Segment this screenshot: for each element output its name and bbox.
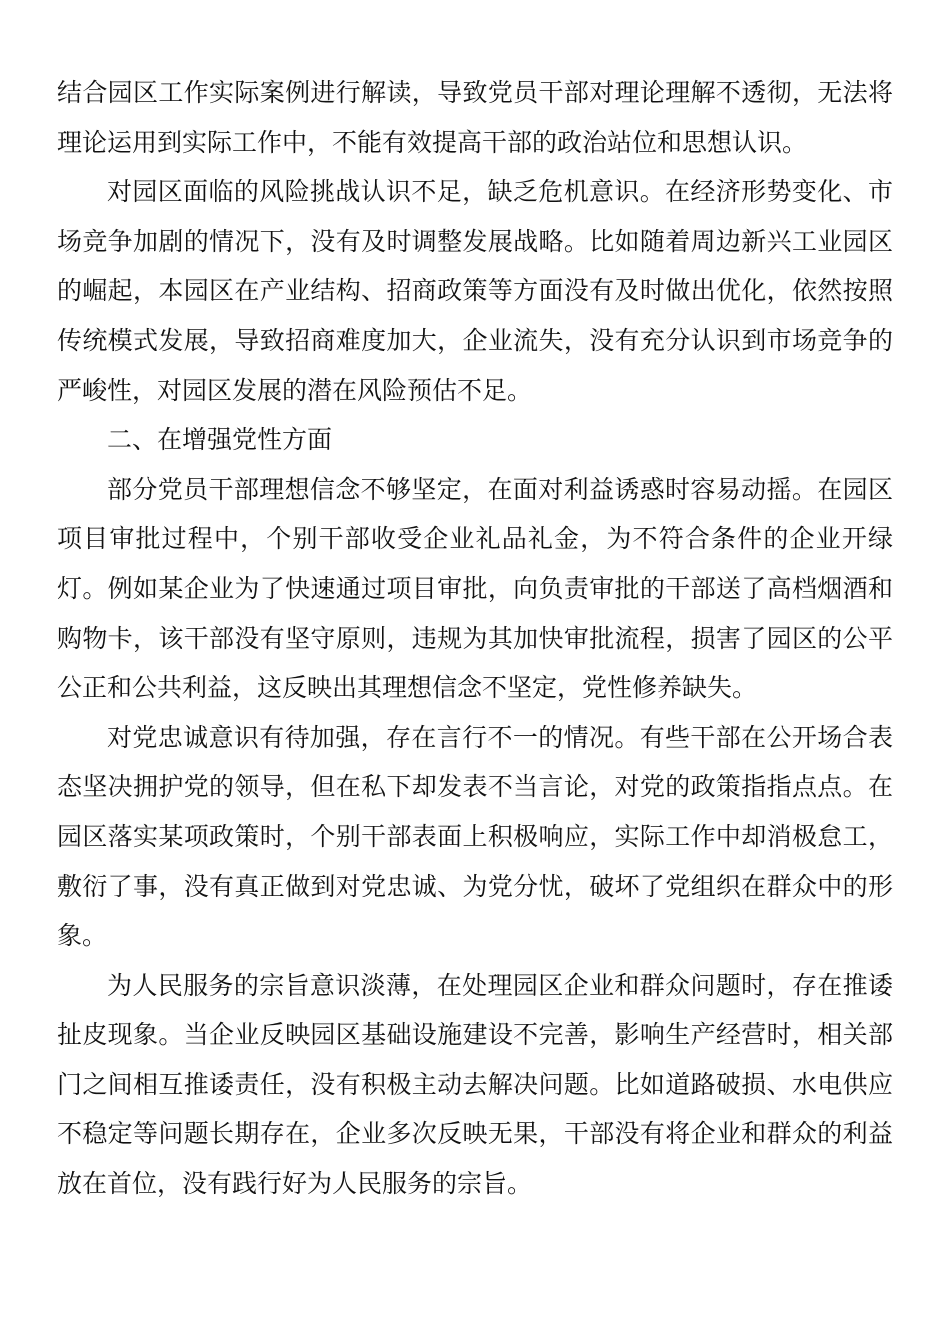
paragraph-ideals-beliefs: 部分党员干部理想信念不够坚定，在面对利益诱惑时容易动摇。在园区项目审批过程中，个别干部收受企业礼品礼金，为不符合条件的企业开绿灯。例如某企业为了快速通过项目审批，向负责审批的干部送了高档烟酒和购物卡，该干部没有坚守原则，违规为其加快审批流程，损害了园区的公平公正和公共利益，这反映出其理想信念不坚定，党性修养缺失。	[57, 474, 893, 703]
paragraph-continuation: 结合园区工作实际案例进行解读，导致党员干部对理论理解不透彻，无法将理论运用到实际工作中，不能有效提高干部的政治站位和思想认识。	[57, 78, 893, 157]
document-body	[57, 68, 893, 1209]
paragraph-loyalty: 对党忠诚意识有待加强，存在言行不一的情况。有些干部在公开场合表态坚决拥护党的领导，但在私下却发表不当言论，对党的政策指指点点。在园区落实某项政策时，个别干部表面上积极响应，实际工作中却消极怠工，敷衍了事，没有真正做到对党忠诚、为党分忧，破坏了党组织在群众中的形象。	[57, 722, 893, 951]
paragraph-serve-people: 为人民服务的宗旨意识淡薄，在处理园区企业和群众问题时，存在推诿扯皮现象。当企业反映园区基础设施建设不完善，影响生产经营时，相关部门之间相互推诿责任，没有积极主动去解决问题。比如道路破损、水电供应不稳定等问题长期存在，企业多次反映无果，干部没有将企业和群众的利益放在首位，没有践行好为人民服务的宗旨。	[57, 970, 893, 1199]
section-heading-party-spirit: 二、在增强党性方面	[107, 425, 333, 455]
paragraph-risk-awareness: 对园区面临的风险挑战认识不足，缺乏危机意识。在经济形势变化、市场竞争加剧的情况下，没有及时调整发展战略。比如随着周边新兴工业园区的崛起，本园区在产业结构、招商政策等方面没有及时做出优化，依然按照传统模式发展，导致招商难度加大，企业流失，没有充分认识到市场竞争的严峻性，对园区发展的潜在风险预估不足。	[57, 177, 893, 405]
